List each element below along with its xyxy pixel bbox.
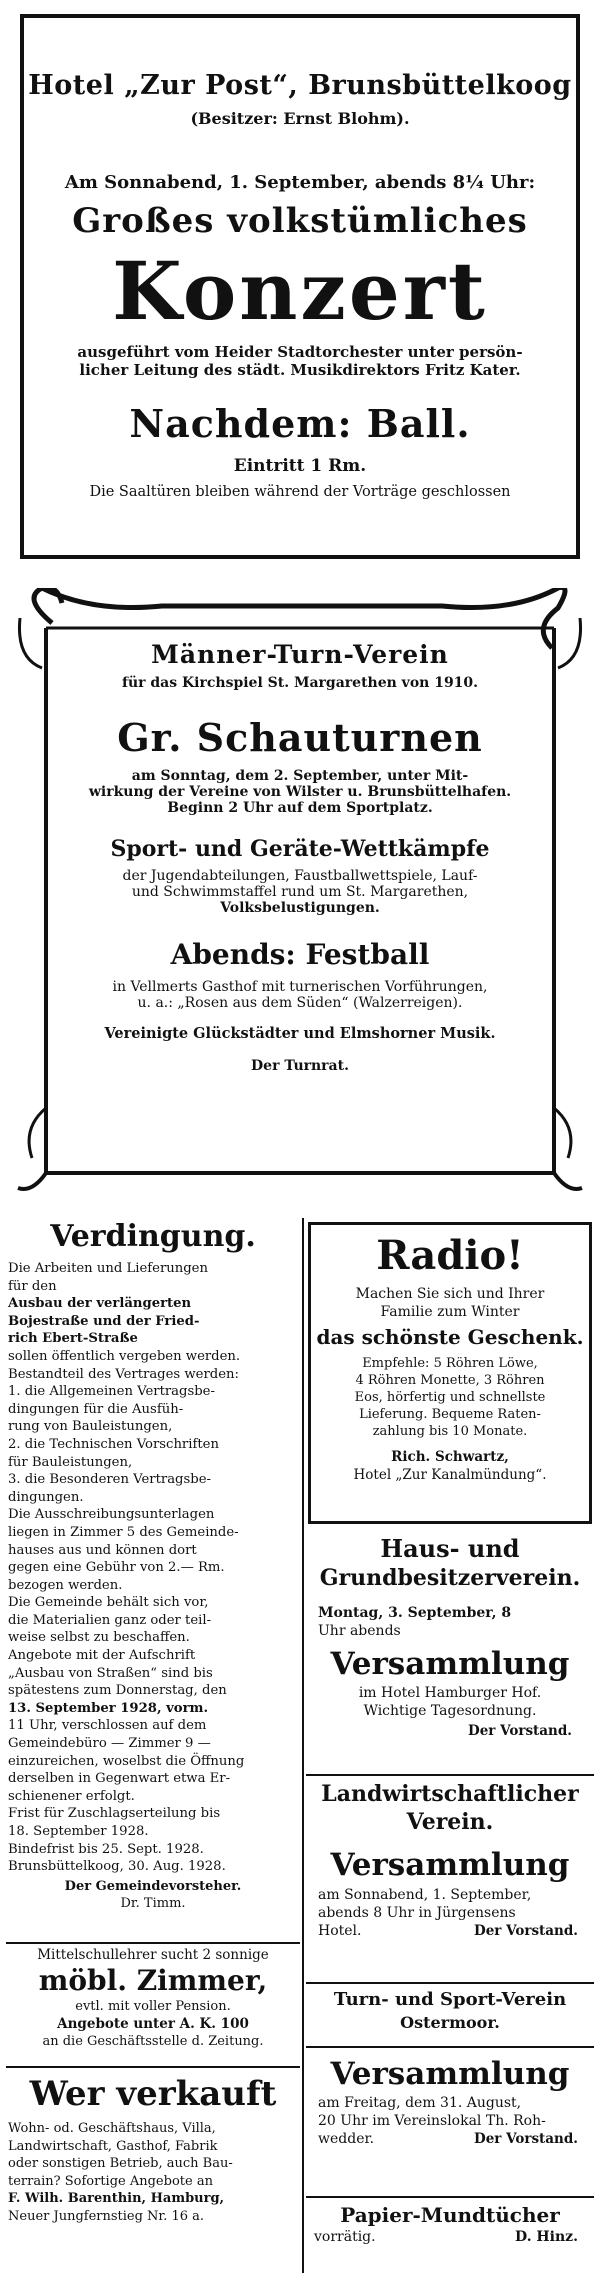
turn-line-3: Beginn 2 Uhr auf dem Sportplatz. — [167, 800, 433, 816]
verkauft-body — [8, 2120, 298, 2225]
papier-bottom-row — [310, 2228, 590, 2246]
haus-agenda: Wichtige Tagesordnung. — [363, 1703, 537, 1719]
verdingung-title: Verdingung. — [50, 1219, 256, 1254]
verdingung-line: 18. September 1928. — [8, 1824, 149, 1839]
verdingung-line: derselben in Gegenwart etwa Er- — [8, 1771, 231, 1787]
sport-headline: Sport- und Geräte-Wettkämpfe — [110, 836, 490, 862]
radio-gift: das schönste Geschenk. — [316, 1325, 584, 1349]
verkauft-line: terrain? Sofortige Angebote an — [8, 2173, 213, 2189]
evening-headline: Abends: Festball — [170, 938, 430, 971]
concert-headline-2: Konzert — [112, 244, 488, 338]
haus-title-1: Haus- und — [380, 1534, 520, 1563]
radio-line: Eos, hörfertig und schnellste — [354, 1390, 546, 1405]
haus-title-2: Grundbesitzerverein. — [319, 1565, 581, 1591]
radio-sign-2: Hotel „Zur Kanalmündung“. — [353, 1467, 547, 1483]
verdingung-line: Brunsbüttelkoog, 30. Aug. 1928. — [8, 1859, 226, 1875]
landwirt-sign: Der Vorstand. — [474, 1923, 578, 1939]
zimmer-line-2: Angebote unter A. K. 100 — [57, 2016, 249, 2032]
verkauft-ad — [8, 2072, 298, 2225]
landwirt-line-3: Hotel. — [318, 1923, 362, 1939]
verkauft-line: Wohn- od. Geschäftshaus, Villa, — [8, 2121, 216, 2136]
haus-date-1: Montag, 3. September, 8 — [318, 1605, 512, 1621]
verdingung-line: gegen eine Gebühr von 2.— Rm. — [8, 1560, 225, 1576]
haus-ad — [310, 1534, 590, 1740]
landwirt-line-2: abends 8 Uhr in Jürgensens — [318, 1905, 516, 1921]
schauturnen-headline: Gr. Schauturnen — [117, 715, 483, 760]
verkauft-line: oder sonstigen Betrieb, auch Bau- — [8, 2156, 233, 2171]
verdingung-line: Frist für Zuschlagserteilung bis — [8, 1806, 221, 1822]
sport-line-2: und Schwimmstaffel rund um St. Margarethen, — [131, 884, 469, 900]
verdingung-line: „Ausbau von Straßen“ sind bis — [8, 1665, 213, 1681]
versammlung-sign: Der Vorstand. — [474, 2131, 578, 2147]
verdingung-line: Gemeindebüro — Zimmer 9 — — [8, 1736, 211, 1752]
evening-line-1: in Vellmerts Gasthof mit turnerischen Vorführungen, — [112, 979, 488, 995]
haus-date-2: Uhr abends — [318, 1623, 401, 1639]
radio-line-2: Familie zum Winter — [380, 1304, 520, 1320]
hotel-owner: (Besitzer: Ernst Blohm). — [190, 109, 410, 128]
divider — [6, 2066, 300, 2068]
verdingung-line: Angebote mit der Aufschrift — [8, 1648, 196, 1664]
verdingung-line: liegen in Zimmer 5 des Gemeinde- — [8, 1524, 239, 1540]
divider — [306, 1982, 594, 1984]
verdingung-line: 13. September 1928, vorm. — [8, 1700, 209, 1716]
radio-line: 4 Röhren Monette, 3 Röhren — [355, 1373, 545, 1388]
verdingung-line: Ausbau der verlängerten — [8, 1296, 192, 1312]
verkauft-headline: Wer verkauft — [29, 2074, 277, 2114]
verdingung-line: schienener erfolgt. — [8, 1788, 135, 1804]
radio-line: Empfehle: 5 Röhren Löwe, — [362, 1356, 538, 1371]
landwirt-title-1: Landwirtschaftlicher — [321, 1781, 579, 1807]
verdingung-line: 3. die Besonderen Vertragsbe- — [8, 1472, 211, 1488]
hall-note: Die Saaltüren bleiben während der Vorträge geschlossen — [89, 484, 511, 500]
verdingung-line: die Materialien ganz oder teil- — [8, 1612, 212, 1628]
radio-body — [311, 1351, 589, 1440]
versammlung-line-3: wedder. — [318, 2131, 375, 2147]
versammlung-line-2: 20 Uhr im Vereinslokal Th. Roh- — [318, 2113, 546, 2129]
turn-title: Männer-Turn-Verein — [151, 640, 449, 669]
verdingung-line: dingungen. — [8, 1489, 84, 1505]
sport-line-1: der Jugendabteilungen, Faustballwettspiele, Lauf- — [122, 868, 478, 884]
verdingung-line: einzureichen, woselbst die Öffnung — [8, 1753, 245, 1769]
hotel-concert-ad — [20, 14, 580, 559]
papier-title: Papier-Mundtücher — [340, 2203, 560, 2227]
verdingung-line: Die Arbeiten und Lieferungen — [8, 1261, 208, 1276]
music-line: Vereinigte Glückstädter und Elmshorner Musik. — [104, 1025, 496, 1042]
hotel-title: Hotel „Zur Post“, Brunsbüttelkoog — [28, 70, 572, 101]
verkauft-line: Neuer Jungfernstieg Nr. 16 a. — [8, 2208, 205, 2224]
verdingung-line: Die Gemeinde behält sich vor, — [8, 1595, 209, 1611]
haus-place: im Hotel Hamburger Hof. — [358, 1685, 542, 1701]
landwirt-line-1: am Sonnabend, 1. September, — [318, 1887, 532, 1903]
zimmer-line-3: an die Geschäftsstelle d. Zeitung. — [42, 2034, 264, 2049]
zimmer-ad — [8, 1946, 298, 2050]
verdingung-line: Bojestraße und der Fried- — [8, 1313, 200, 1329]
verkauft-line: Landwirtschaft, Gasthof, Fabrik — [8, 2138, 218, 2154]
verdingung-ad — [8, 1218, 298, 1912]
verdingung-line: Bindefrist bis 25. Sept. 1928. — [8, 1841, 204, 1857]
divider — [6, 1942, 300, 1944]
divider — [306, 1774, 594, 1776]
landwirt-ad — [310, 1780, 590, 1940]
verdingung-line: 1. die Allgemeinen Vertragsbe- — [8, 1384, 215, 1400]
verdingung-line: weise selbst zu beschaffen. — [8, 1630, 190, 1646]
verdingung-body — [8, 1260, 298, 1876]
zimmer-top: Mittelschullehrer sucht 2 sonnige — [37, 1947, 269, 1963]
radio-headline: Radio! — [376, 1232, 524, 1279]
turn-verein-ad — [50, 632, 550, 1172]
turnsport-ad — [310, 1988, 590, 2034]
verdingung-sign-1: Der Gemeindevorsteher. — [64, 1878, 242, 1894]
turnsport-title: Turn- und Sport-Verein — [333, 1989, 567, 2010]
after-ball: Nachdem: Ball. — [129, 401, 471, 446]
verdingung-line: bezogen werden. — [8, 1577, 123, 1593]
versammlung-bottom-row — [310, 2130, 590, 2148]
versammlung-ad — [310, 2054, 590, 2148]
versammlung-headline: Versammlung — [330, 2056, 570, 2092]
verdingung-line: spätestens zum Donnerstag, den — [8, 1683, 227, 1699]
column-divider — [302, 1218, 304, 2273]
verdingung-line: dingungen für die Ausfüh- — [8, 1401, 184, 1417]
landwirt-title-2: Verein. — [406, 1809, 494, 1835]
verdingung-line: 2. die Technischen Vorschriften — [8, 1436, 219, 1452]
verdingung-line: hauses aus und können dort — [8, 1542, 197, 1558]
radio-line: zahlung bis 10 Monate. — [372, 1424, 528, 1439]
turn-subtitle: für das Kirchspiel St. Margarethen von 1910. — [121, 675, 479, 691]
radio-line: Lieferung. Bequeme Raten- — [359, 1407, 541, 1422]
radio-line-1: Machen Sie sich und Ihrer — [355, 1286, 545, 1302]
concert-description-2: licher Leitung des städt. Musikdirektors Fritz Kater. — [79, 361, 521, 379]
papier-stock: vorrätig. — [314, 2229, 376, 2245]
verdingung-line: 11 Uhr, verschlossen auf dem — [8, 1718, 207, 1734]
haus-versammlung: Versammlung — [330, 1646, 570, 1682]
papier-sign: D. Hinz. — [515, 2229, 578, 2245]
verdingung-line: Bestandteil des Vertrages werden: — [8, 1366, 239, 1382]
verdingung-line: rich Ebert-Straße — [8, 1331, 138, 1347]
evening-line-2: u. a.: „Rosen aus dem Süden“ (Walzerreigen). — [137, 995, 463, 1011]
verdingung-line: für Bauleistungen, — [8, 1454, 133, 1470]
versammlung-line-1: am Freitag, dem 31. August, — [318, 2095, 522, 2111]
concert-description-1: ausgeführt vom Heider Stadtorchester unter persön- — [77, 343, 523, 361]
radio-sign-1: Rich. Schwartz, — [391, 1449, 509, 1465]
turn-line-2: wirkung der Vereine von Wilster u. Brunsbüttelhafen. — [88, 784, 512, 800]
turn-signature: Der Turnrat. — [251, 1058, 349, 1074]
sport-line-3: Volksbelustigungen. — [220, 900, 380, 916]
verdingung-line: Die Ausschreibungsunterlagen — [8, 1507, 215, 1523]
haus-sign-row — [310, 1720, 590, 1740]
verdingung-line: sollen öffentlich vergeben werden. — [8, 1348, 241, 1364]
concert-date: Am Sonnabend, 1. September, abends 8¼ Uhr: — [64, 172, 536, 193]
divider — [306, 2196, 594, 2198]
concert-headline-1: Großes volkstümliches — [72, 201, 528, 241]
papier-ad — [310, 2202, 590, 2246]
zimmer-line-1: evtl. mit voller Pension. — [75, 1999, 231, 2014]
haus-sign: Der Vorstand. — [468, 1723, 572, 1739]
verdingung-line: für den — [8, 1278, 57, 1294]
radio-ad — [308, 1222, 592, 1524]
verdingung-sign-2: Dr. Timm. — [120, 1895, 186, 1911]
verkauft-line: F. Wilh. Barenthin, Hamburg, — [8, 2191, 225, 2206]
turnsport-place: Ostermoor. — [400, 2013, 500, 2032]
verdingung-line: rung von Bauleistungen, — [8, 1419, 173, 1435]
landwirt-bottom-row — [310, 1922, 590, 1940]
turn-line-1: am Sonntag, dem 2. September, unter Mit- — [131, 768, 469, 784]
divider — [306, 2046, 594, 2048]
entry-fee: Eintritt 1 Rm. — [233, 456, 367, 476]
landwirt-versammlung: Versammlung — [330, 1847, 570, 1883]
zimmer-headline: möbl. Zimmer, — [38, 1964, 268, 1997]
